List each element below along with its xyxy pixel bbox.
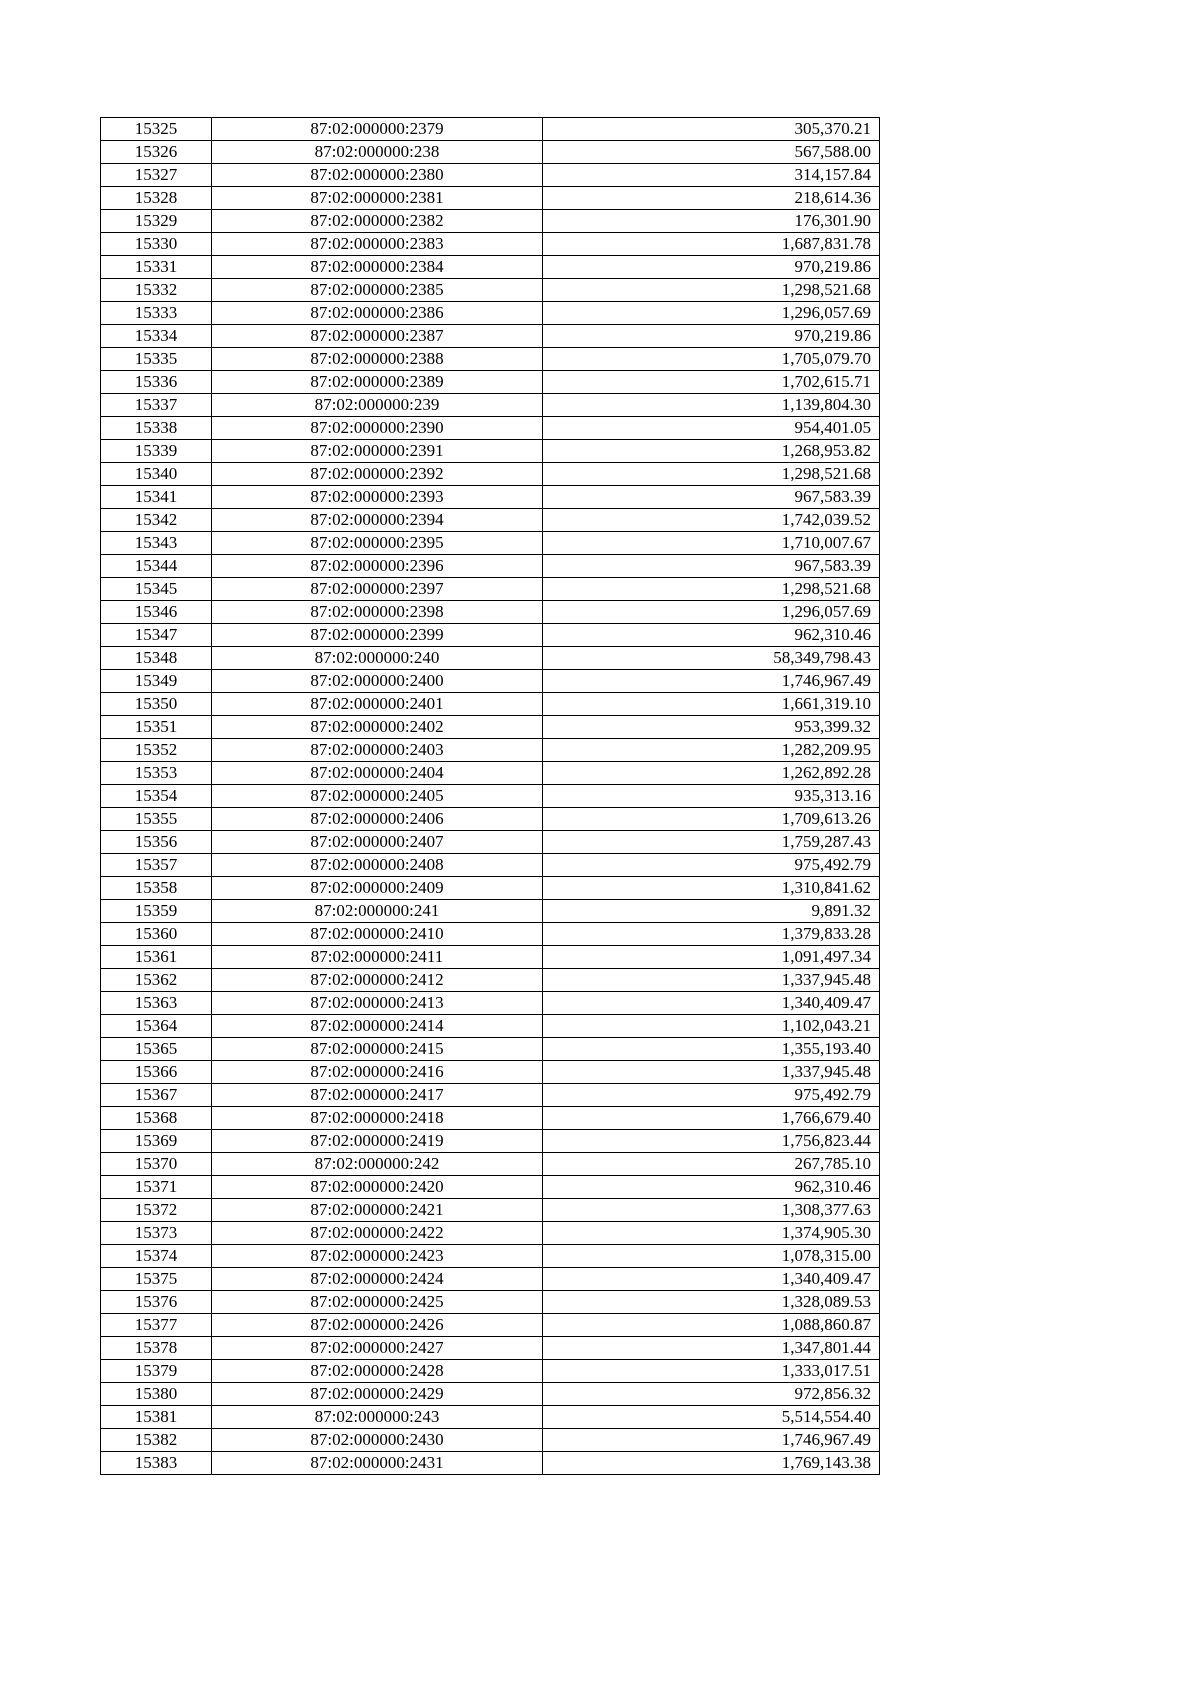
amount-cell: 305,370.21 bbox=[543, 118, 880, 141]
cadastral-number-cell: 87:02:000000:2427 bbox=[212, 1337, 543, 1360]
row-number-cell: 15347 bbox=[101, 624, 212, 647]
row-number-cell: 15370 bbox=[101, 1153, 212, 1176]
cadastral-number-cell: 87:02:000000:2383 bbox=[212, 233, 543, 256]
row-number-cell: 15381 bbox=[101, 1406, 212, 1429]
row-number-cell: 15355 bbox=[101, 808, 212, 831]
amount-cell: 1,139,804.30 bbox=[543, 394, 880, 417]
row-number-cell: 15349 bbox=[101, 670, 212, 693]
table-row bbox=[101, 877, 880, 900]
cadastral-number-cell: 87:02:000000:2406 bbox=[212, 808, 543, 831]
cadastral-number-cell: 87:02:000000:2415 bbox=[212, 1038, 543, 1061]
amount-cell: 1,337,945.48 bbox=[543, 969, 880, 992]
table-row bbox=[101, 1406, 880, 1429]
table-row bbox=[101, 118, 880, 141]
amount-cell: 970,219.86 bbox=[543, 325, 880, 348]
cadastral-number-cell: 87:02:000000:2424 bbox=[212, 1268, 543, 1291]
row-number-cell: 15329 bbox=[101, 210, 212, 233]
table-row bbox=[101, 141, 880, 164]
row-number-cell: 15357 bbox=[101, 854, 212, 877]
table-row bbox=[101, 1291, 880, 1314]
table-row bbox=[101, 647, 880, 670]
cadastral-number-cell: 87:02:000000:2391 bbox=[212, 440, 543, 463]
amount-cell: 1,379,833.28 bbox=[543, 923, 880, 946]
row-number-cell: 15339 bbox=[101, 440, 212, 463]
table-row bbox=[101, 578, 880, 601]
table-row bbox=[101, 854, 880, 877]
table-row bbox=[101, 693, 880, 716]
cadastral-number-cell: 87:02:000000:2389 bbox=[212, 371, 543, 394]
amount-cell: 314,157.84 bbox=[543, 164, 880, 187]
table-row bbox=[101, 1061, 880, 1084]
amount-cell: 1,705,079.70 bbox=[543, 348, 880, 371]
table-row bbox=[101, 187, 880, 210]
cadastral-number-cell: 87:02:000000:2413 bbox=[212, 992, 543, 1015]
row-number-cell: 15368 bbox=[101, 1107, 212, 1130]
cadastral-number-cell: 87:02:000000:2386 bbox=[212, 302, 543, 325]
amount-cell: 962,310.46 bbox=[543, 624, 880, 647]
cadastral-number-cell: 87:02:000000:2390 bbox=[212, 417, 543, 440]
cadastral-number-cell: 87:02:000000:2410 bbox=[212, 923, 543, 946]
cadastral-number-cell: 87:02:000000:2414 bbox=[212, 1015, 543, 1038]
amount-cell: 567,588.00 bbox=[543, 141, 880, 164]
amount-cell: 962,310.46 bbox=[543, 1176, 880, 1199]
table-row bbox=[101, 670, 880, 693]
amount-cell: 954,401.05 bbox=[543, 417, 880, 440]
row-number-cell: 15335 bbox=[101, 348, 212, 371]
amount-cell: 1,347,801.44 bbox=[543, 1337, 880, 1360]
row-number-cell: 15338 bbox=[101, 417, 212, 440]
cadastral-number-cell: 87:02:000000:2416 bbox=[212, 1061, 543, 1084]
table-row bbox=[101, 1153, 880, 1176]
cadastral-number-cell: 87:02:000000:243 bbox=[212, 1406, 543, 1429]
row-number-cell: 15343 bbox=[101, 532, 212, 555]
cadastral-number-cell: 87:02:000000:2430 bbox=[212, 1429, 543, 1452]
row-number-cell: 15380 bbox=[101, 1383, 212, 1406]
row-number-cell: 15342 bbox=[101, 509, 212, 532]
cadastral-number-cell: 87:02:000000:2397 bbox=[212, 578, 543, 601]
cadastral-number-cell: 87:02:000000:2384 bbox=[212, 256, 543, 279]
table-row bbox=[101, 1452, 880, 1475]
amount-cell: 1,282,209.95 bbox=[543, 739, 880, 762]
row-number-cell: 15366 bbox=[101, 1061, 212, 1084]
cadastral-number-cell: 87:02:000000:2412 bbox=[212, 969, 543, 992]
amount-cell: 1,702,615.71 bbox=[543, 371, 880, 394]
amount-cell: 967,583.39 bbox=[543, 486, 880, 509]
amount-cell: 1,091,497.34 bbox=[543, 946, 880, 969]
cadastral-number-cell: 87:02:000000:2403 bbox=[212, 739, 543, 762]
table-row bbox=[101, 532, 880, 555]
data-table bbox=[100, 117, 880, 1475]
row-number-cell: 15325 bbox=[101, 118, 212, 141]
amount-cell: 1,310,841.62 bbox=[543, 877, 880, 900]
cadastral-number-cell: 87:02:000000:242 bbox=[212, 1153, 543, 1176]
amount-cell: 1,296,057.69 bbox=[543, 302, 880, 325]
row-number-cell: 15330 bbox=[101, 233, 212, 256]
table-row bbox=[101, 601, 880, 624]
cadastral-number-cell: 87:02:000000:239 bbox=[212, 394, 543, 417]
table-row bbox=[101, 164, 880, 187]
table-row bbox=[101, 440, 880, 463]
row-number-cell: 15358 bbox=[101, 877, 212, 900]
cadastral-number-cell: 87:02:000000:2420 bbox=[212, 1176, 543, 1199]
amount-cell: 1,756,823.44 bbox=[543, 1130, 880, 1153]
row-number-cell: 15383 bbox=[101, 1452, 212, 1475]
row-number-cell: 15365 bbox=[101, 1038, 212, 1061]
amount-cell: 1,102,043.21 bbox=[543, 1015, 880, 1038]
cadastral-number-cell: 87:02:000000:2431 bbox=[212, 1452, 543, 1475]
cadastral-number-cell: 87:02:000000:2405 bbox=[212, 785, 543, 808]
table-row bbox=[101, 325, 880, 348]
table-row bbox=[101, 1222, 880, 1245]
table-row bbox=[101, 1314, 880, 1337]
table-row bbox=[101, 555, 880, 578]
cadastral-number-cell: 87:02:000000:2393 bbox=[212, 486, 543, 509]
row-number-cell: 15362 bbox=[101, 969, 212, 992]
row-number-cell: 15340 bbox=[101, 463, 212, 486]
cadastral-number-cell: 87:02:000000:2385 bbox=[212, 279, 543, 302]
table-row bbox=[101, 716, 880, 739]
amount-cell: 1,710,007.67 bbox=[543, 532, 880, 555]
row-number-cell: 15367 bbox=[101, 1084, 212, 1107]
table-row bbox=[101, 1015, 880, 1038]
cadastral-number-cell: 87:02:000000:2401 bbox=[212, 693, 543, 716]
table-row bbox=[101, 1176, 880, 1199]
amount-cell: 176,301.90 bbox=[543, 210, 880, 233]
amount-cell: 1,340,409.47 bbox=[543, 1268, 880, 1291]
row-number-cell: 15331 bbox=[101, 256, 212, 279]
amount-cell: 218,614.36 bbox=[543, 187, 880, 210]
row-number-cell: 15376 bbox=[101, 1291, 212, 1314]
amount-cell: 1,759,287.43 bbox=[543, 831, 880, 854]
amount-cell: 1,296,057.69 bbox=[543, 601, 880, 624]
amount-cell: 1,766,679.40 bbox=[543, 1107, 880, 1130]
row-number-cell: 15369 bbox=[101, 1130, 212, 1153]
table-row bbox=[101, 808, 880, 831]
amount-cell: 935,313.16 bbox=[543, 785, 880, 808]
table-row bbox=[101, 348, 880, 371]
table-row bbox=[101, 509, 880, 532]
row-number-cell: 15348 bbox=[101, 647, 212, 670]
row-number-cell: 15337 bbox=[101, 394, 212, 417]
row-number-cell: 15377 bbox=[101, 1314, 212, 1337]
table-row bbox=[101, 417, 880, 440]
cadastral-number-cell: 87:02:000000:2428 bbox=[212, 1360, 543, 1383]
amount-cell: 1,262,892.28 bbox=[543, 762, 880, 785]
amount-cell: 267,785.10 bbox=[543, 1153, 880, 1176]
row-number-cell: 15373 bbox=[101, 1222, 212, 1245]
cadastral-number-cell: 87:02:000000:2398 bbox=[212, 601, 543, 624]
table-row bbox=[101, 1130, 880, 1153]
table-row bbox=[101, 900, 880, 923]
table-row bbox=[101, 1360, 880, 1383]
cadastral-number-cell: 87:02:000000:2380 bbox=[212, 164, 543, 187]
amount-cell: 1,078,315.00 bbox=[543, 1245, 880, 1268]
table-row bbox=[101, 1084, 880, 1107]
table-row bbox=[101, 831, 880, 854]
table-row bbox=[101, 233, 880, 256]
table-row bbox=[101, 1337, 880, 1360]
amount-cell: 975,492.79 bbox=[543, 854, 880, 877]
table-row bbox=[101, 302, 880, 325]
row-number-cell: 15336 bbox=[101, 371, 212, 394]
table-row bbox=[101, 1429, 880, 1452]
row-number-cell: 15360 bbox=[101, 923, 212, 946]
cadastral-number-cell: 87:02:000000:2399 bbox=[212, 624, 543, 647]
amount-cell: 1,337,945.48 bbox=[543, 1061, 880, 1084]
row-number-cell: 15379 bbox=[101, 1360, 212, 1383]
amount-cell: 1,742,039.52 bbox=[543, 509, 880, 532]
amount-cell: 1,746,967.49 bbox=[543, 1429, 880, 1452]
table-row bbox=[101, 923, 880, 946]
cadastral-number-cell: 87:02:000000:2411 bbox=[212, 946, 543, 969]
row-number-cell: 15363 bbox=[101, 992, 212, 1015]
amount-cell: 1,268,953.82 bbox=[543, 440, 880, 463]
cadastral-number-cell: 87:02:000000:2379 bbox=[212, 118, 543, 141]
row-number-cell: 15359 bbox=[101, 900, 212, 923]
cadastral-number-cell: 87:02:000000:2422 bbox=[212, 1222, 543, 1245]
cadastral-number-cell: 87:02:000000:2423 bbox=[212, 1245, 543, 1268]
cadastral-number-cell: 87:02:000000:241 bbox=[212, 900, 543, 923]
table-row bbox=[101, 762, 880, 785]
amount-cell: 1,088,860.87 bbox=[543, 1314, 880, 1337]
amount-cell: 1,709,613.26 bbox=[543, 808, 880, 831]
cadastral-number-cell: 87:02:000000:2404 bbox=[212, 762, 543, 785]
amount-cell: 1,328,089.53 bbox=[543, 1291, 880, 1314]
cadastral-number-cell: 87:02:000000:2387 bbox=[212, 325, 543, 348]
table-row bbox=[101, 1383, 880, 1406]
cadastral-number-cell: 87:02:000000:2407 bbox=[212, 831, 543, 854]
cadastral-number-cell: 87:02:000000:2392 bbox=[212, 463, 543, 486]
row-number-cell: 15372 bbox=[101, 1199, 212, 1222]
cadastral-number-cell: 87:02:000000:2419 bbox=[212, 1130, 543, 1153]
cadastral-number-cell: 87:02:000000:2402 bbox=[212, 716, 543, 739]
row-number-cell: 15364 bbox=[101, 1015, 212, 1038]
amount-cell: 1,333,017.51 bbox=[543, 1360, 880, 1383]
table-body bbox=[101, 118, 880, 1475]
cadastral-number-cell: 87:02:000000:2408 bbox=[212, 854, 543, 877]
amount-cell: 953,399.32 bbox=[543, 716, 880, 739]
cadastral-number-cell: 87:02:000000:2388 bbox=[212, 348, 543, 371]
row-number-cell: 15382 bbox=[101, 1429, 212, 1452]
amount-cell: 1,298,521.68 bbox=[543, 279, 880, 302]
amount-cell: 1,661,319.10 bbox=[543, 693, 880, 716]
table-row bbox=[101, 739, 880, 762]
row-number-cell: 15352 bbox=[101, 739, 212, 762]
row-number-cell: 15332 bbox=[101, 279, 212, 302]
cadastral-number-cell: 87:02:000000:2400 bbox=[212, 670, 543, 693]
row-number-cell: 15344 bbox=[101, 555, 212, 578]
row-number-cell: 15327 bbox=[101, 164, 212, 187]
cadastral-number-cell: 87:02:000000:2425 bbox=[212, 1291, 543, 1314]
amount-cell: 1,355,193.40 bbox=[543, 1038, 880, 1061]
amount-cell: 975,492.79 bbox=[543, 1084, 880, 1107]
table-row bbox=[101, 992, 880, 1015]
table-row bbox=[101, 463, 880, 486]
cadastral-number-cell: 87:02:000000:2381 bbox=[212, 187, 543, 210]
table-row bbox=[101, 256, 880, 279]
row-number-cell: 15374 bbox=[101, 1245, 212, 1268]
table-row bbox=[101, 946, 880, 969]
table-row bbox=[101, 1199, 880, 1222]
cadastral-number-cell: 87:02:000000:2429 bbox=[212, 1383, 543, 1406]
table-row bbox=[101, 394, 880, 417]
cadastral-number-cell: 87:02:000000:238 bbox=[212, 141, 543, 164]
amount-cell: 1,769,143.38 bbox=[543, 1452, 880, 1475]
row-number-cell: 15361 bbox=[101, 946, 212, 969]
row-number-cell: 15351 bbox=[101, 716, 212, 739]
cadastral-number-cell: 87:02:000000:2421 bbox=[212, 1199, 543, 1222]
row-number-cell: 15333 bbox=[101, 302, 212, 325]
table-row bbox=[101, 486, 880, 509]
row-number-cell: 15328 bbox=[101, 187, 212, 210]
row-number-cell: 15354 bbox=[101, 785, 212, 808]
amount-cell: 967,583.39 bbox=[543, 555, 880, 578]
table-row bbox=[101, 1107, 880, 1130]
table-row bbox=[101, 969, 880, 992]
amount-cell: 9,891.32 bbox=[543, 900, 880, 923]
amount-cell: 1,298,521.68 bbox=[543, 578, 880, 601]
row-number-cell: 15375 bbox=[101, 1268, 212, 1291]
row-number-cell: 15353 bbox=[101, 762, 212, 785]
table-row bbox=[101, 1268, 880, 1291]
cadastral-number-cell: 87:02:000000:2382 bbox=[212, 210, 543, 233]
amount-cell: 1,308,377.63 bbox=[543, 1199, 880, 1222]
cadastral-number-cell: 87:02:000000:2395 bbox=[212, 532, 543, 555]
row-number-cell: 15356 bbox=[101, 831, 212, 854]
amount-cell: 1,340,409.47 bbox=[543, 992, 880, 1015]
amount-cell: 972,856.32 bbox=[543, 1383, 880, 1406]
cadastral-number-cell: 87:02:000000:2396 bbox=[212, 555, 543, 578]
cadastral-number-cell: 87:02:000000:240 bbox=[212, 647, 543, 670]
table-row bbox=[101, 785, 880, 808]
row-number-cell: 15378 bbox=[101, 1337, 212, 1360]
row-number-cell: 15326 bbox=[101, 141, 212, 164]
table-row bbox=[101, 210, 880, 233]
row-number-cell: 15350 bbox=[101, 693, 212, 716]
amount-cell: 1,374,905.30 bbox=[543, 1222, 880, 1245]
row-number-cell: 15345 bbox=[101, 578, 212, 601]
amount-cell: 1,746,967.49 bbox=[543, 670, 880, 693]
row-number-cell: 15334 bbox=[101, 325, 212, 348]
table-row bbox=[101, 624, 880, 647]
table-row bbox=[101, 1038, 880, 1061]
row-number-cell: 15371 bbox=[101, 1176, 212, 1199]
amount-cell: 1,298,521.68 bbox=[543, 463, 880, 486]
cadastral-number-cell: 87:02:000000:2394 bbox=[212, 509, 543, 532]
amount-cell: 58,349,798.43 bbox=[543, 647, 880, 670]
table-row bbox=[101, 371, 880, 394]
row-number-cell: 15346 bbox=[101, 601, 212, 624]
cadastral-number-cell: 87:02:000000:2417 bbox=[212, 1084, 543, 1107]
amount-cell: 970,219.86 bbox=[543, 256, 880, 279]
amount-cell: 1,687,831.78 bbox=[543, 233, 880, 256]
amount-cell: 5,514,554.40 bbox=[543, 1406, 880, 1429]
cadastral-number-cell: 87:02:000000:2409 bbox=[212, 877, 543, 900]
cadastral-number-cell: 87:02:000000:2418 bbox=[212, 1107, 543, 1130]
cadastral-number-cell: 87:02:000000:2426 bbox=[212, 1314, 543, 1337]
table-row bbox=[101, 1245, 880, 1268]
row-number-cell: 15341 bbox=[101, 486, 212, 509]
table-row bbox=[101, 279, 880, 302]
